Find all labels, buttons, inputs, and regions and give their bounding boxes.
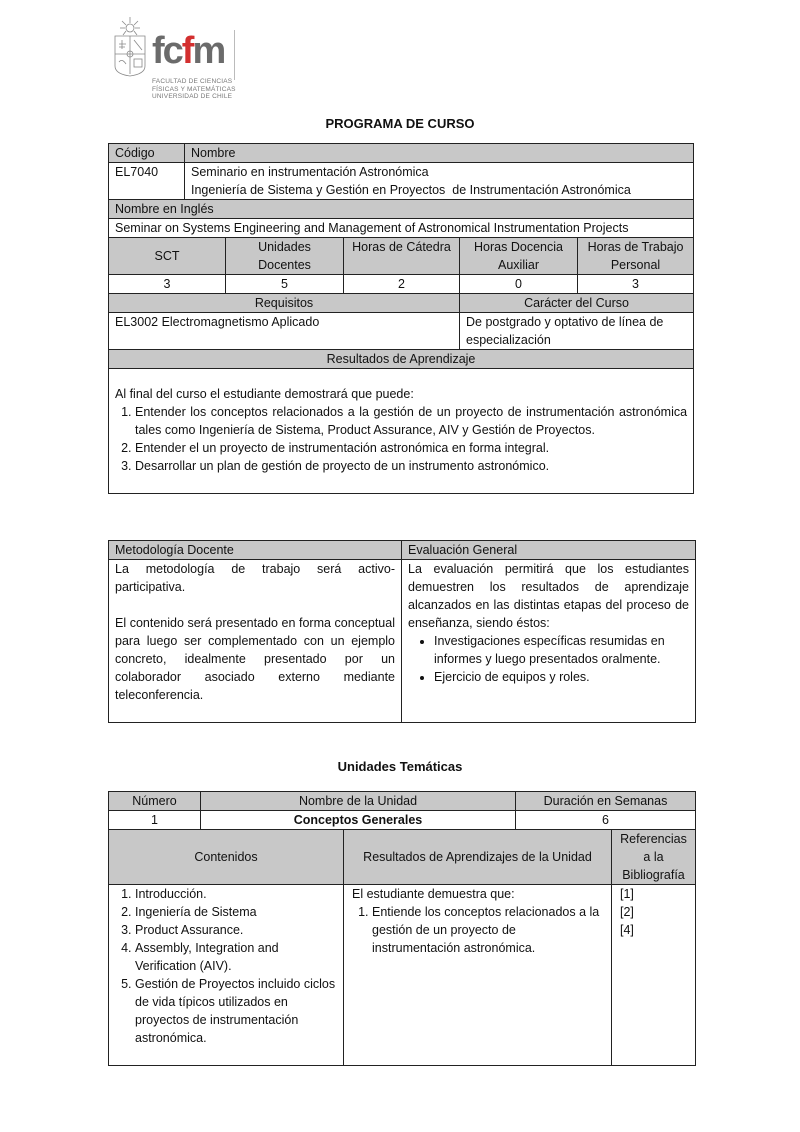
english-name: Seminar on Systems Engineering and Management of Astronomical Instrumentation Projects [109, 219, 694, 238]
contenido-item: 5. Gestión de Proyectos incluido ciclos de vida típicos utilizados en proyectos de instrumentación astronómica. [135, 975, 337, 1047]
referencia-item: [2] [620, 905, 634, 919]
fcfm-logo [112, 16, 242, 100]
unidades-title: Unidades Temáticas [337, 759, 463, 774]
horas-personal-value: 3 [578, 275, 694, 294]
course-name-line2: Ingeniería de Sistema y Gestión en Proyectos de Instrumentación Astronómica [191, 183, 631, 197]
referencia-item: [4] [620, 923, 634, 937]
caracter-value: De postgrado y optativo de línea de especialización [460, 313, 694, 350]
resultados-unidad-header: Resultados de Aprendizajes de la Unidad [344, 830, 612, 885]
fcfm-wordmark: fcfm [152, 30, 225, 72]
contenidos-body [109, 885, 344, 1066]
horas-auxiliar-header: Horas Docencia Auxiliar [460, 238, 578, 275]
contenido-item: 2. Ingeniería de Sistema [135, 903, 337, 921]
course-name [185, 163, 694, 200]
evaluacion-header: Evaluación General [402, 541, 696, 560]
metodologia-para2: El contenido será presentado en forma conceptual para luego ser complementado con un ejemplo concreto, idealmente presentado por un colaborador asociado externo mediante teleconferencia. [115, 616, 395, 702]
resultados-unidad-intro: El estudiante demuestra que: [352, 887, 515, 901]
logo-subtitle: FACULTAD DE CIENCIAS FÍSICAS Y MATEMÁTICAS UNIVERSIDAD DE CHILE [152, 78, 236, 100]
codigo-header: Código [109, 144, 185, 163]
course-code: EL7040 [109, 163, 185, 200]
resultados-unidad-list [352, 903, 605, 957]
evaluacion-body [402, 560, 696, 723]
page-title: PROGRAMA DE CURSO [325, 116, 475, 131]
english-name-header: Nombre en Inglés [109, 200, 694, 219]
resultados-list [115, 403, 687, 475]
unidad-nombre: Conceptos Generales [201, 811, 516, 830]
unidad-duracion: 6 [516, 811, 696, 830]
horas-auxiliar-value: 0 [460, 275, 578, 294]
nombre-header: Nombre [185, 144, 694, 163]
resultados-header: Resultados de Aprendizaje [109, 350, 694, 369]
unidades-table [108, 791, 696, 1066]
contenido-item: 1. Introducción. [135, 885, 337, 903]
requisitos-value: EL3002 Electromagnetismo Aplicado [109, 313, 460, 350]
resultado-item: 1. Entender los conceptos relacionados a la gestión de un proyecto de instrumentación astronómica tales como Ingeniería de Sistema, Product Assurance, AIV y Gestión de Proyectos. [135, 403, 687, 439]
metodologia-body [109, 560, 402, 723]
unidad-numero: 1 [109, 811, 201, 830]
duracion-header: Duración en Semanas [516, 792, 696, 811]
sct-value: 3 [109, 275, 226, 294]
numero-header: Número [109, 792, 201, 811]
horas-personal-header: Horas de Trabajo Personal [578, 238, 694, 275]
unidades-docentes-value: 5 [226, 275, 344, 294]
contenidos-header: Contenidos [109, 830, 344, 885]
metodologia-evaluacion-table [108, 540, 696, 723]
sct-header: SCT [109, 238, 226, 275]
unidades-docentes-header: Unidades Docentes [226, 238, 344, 275]
course-name-line1: Seminario en instrumentación Astronómica [191, 165, 429, 179]
metodologia-header: Metodología Docente [109, 541, 402, 560]
metodologia-para1: La metodología de trabajo será activo-participativa. [115, 562, 395, 594]
resultados-body [109, 369, 694, 494]
resultado-item: 2. Entender el un proyecto de instrumentación astronómica en forma integral. [135, 439, 687, 457]
horas-catedra-header: Horas de Cátedra [344, 238, 460, 275]
contenido-item: 3. Product Assurance. [135, 921, 337, 939]
evaluacion-intro: La evaluación permitirá que los estudiantes demuestren los resultados de aprendizaje alcanzados en las distintas etapas del proceso de enseñanza, siendo éstos: [408, 562, 689, 630]
referencia-item: [1] [620, 887, 634, 901]
horas-catedra-value: 2 [344, 275, 460, 294]
logo-divider [234, 30, 235, 80]
resultado-unidad-item: 1. Entiende los conceptos relacionados a la gestión de un proyecto de instrumentación astronómica. [372, 903, 605, 957]
contenidos-list [115, 885, 337, 1047]
evaluacion-item: • Investigaciones específicas resumidas en informes y luego presentados oralmente. [434, 632, 689, 668]
evaluacion-list [408, 632, 689, 686]
university-crest-icon [112, 16, 148, 78]
resultado-item: 3. Desarrollar un plan de gestión de proyecto de un instrumento astronómico. [135, 457, 687, 475]
referencias-body [612, 885, 696, 1066]
evaluacion-item: • Ejercicio de equipos y roles. [434, 668, 689, 686]
nombre-unidad-header: Nombre de la Unidad [201, 792, 516, 811]
requisitos-header: Requisitos [109, 294, 460, 313]
resultados-unidad-body [344, 885, 612, 1066]
caracter-header: Carácter del Curso [460, 294, 694, 313]
contenido-item: 4. Assembly, Integration and Verification (AIV). [135, 939, 337, 975]
resultados-intro: Al final del curso el estudiante demostrará que puede: [115, 387, 414, 401]
referencias-header: Referencias a la Bibliografía [612, 830, 696, 885]
course-info-table [108, 143, 694, 494]
